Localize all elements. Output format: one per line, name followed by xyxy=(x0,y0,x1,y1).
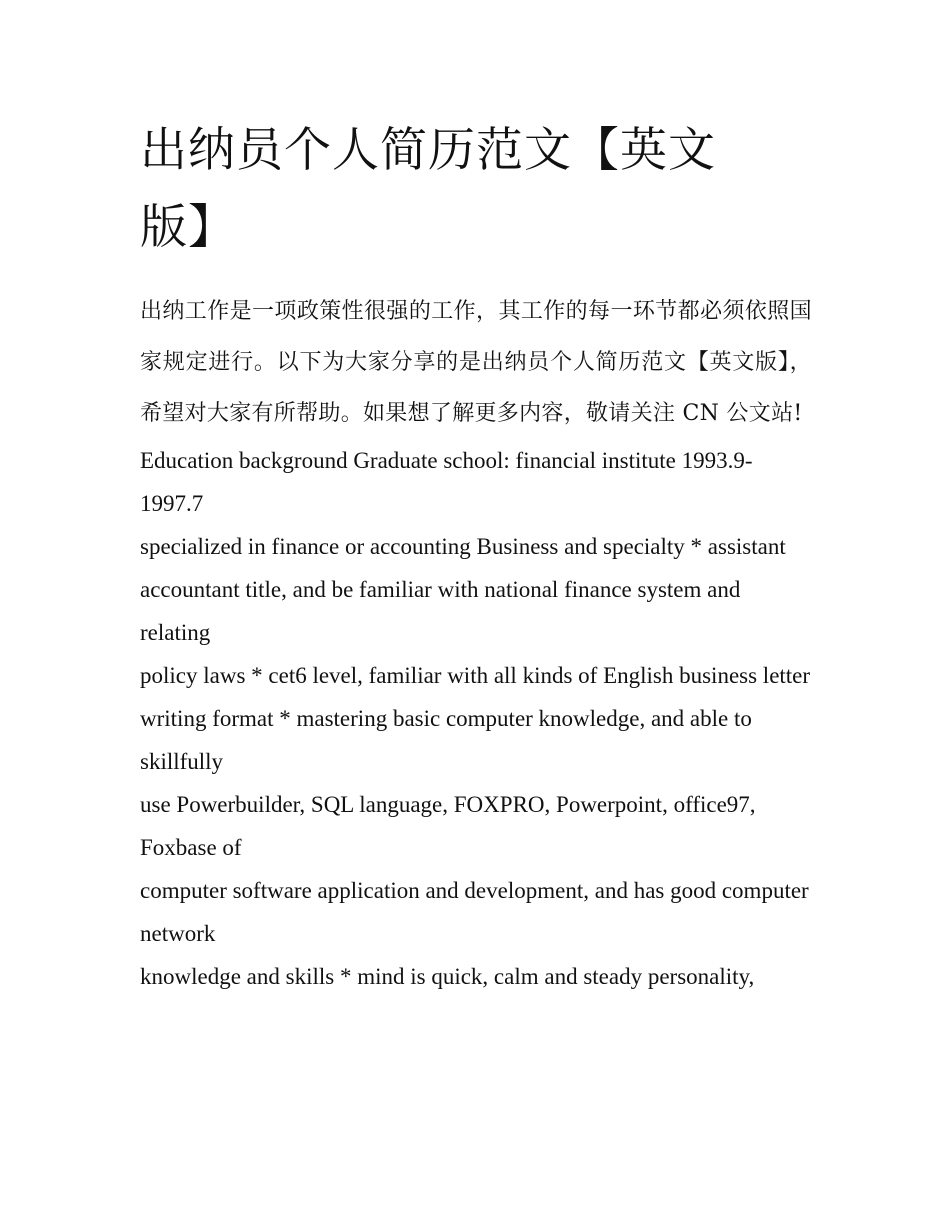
body-line: Education background Graduate school: financial institute 1993.9-1997.7 xyxy=(140,448,753,516)
resume-body xyxy=(140,439,812,998)
document-page xyxy=(140,112,812,998)
body-line: writing format * mastering basic computer knowledge, and able to skillfully xyxy=(140,706,752,774)
body-line: specialized in finance or accounting Business and specialty * assistant xyxy=(140,534,786,559)
body-line: knowledge and skills * mind is quick, calm and steady personality, xyxy=(140,964,755,989)
body-line: policy laws * cet6 level, familiar with all kinds of English business letter xyxy=(140,663,811,688)
body-line: computer software application and development, and has good computer network xyxy=(140,878,809,946)
body-line: accountant title, and be familiar with national finance system and relating xyxy=(140,577,741,645)
document-title: 出纳员个人简历范文【英文版】 xyxy=(140,123,716,255)
intro-paragraph: 出纳工作是一项政策性很强的工作，其工作的每一环节都必须依照国家规定进行。以下为大家分享的是出纳员个人简历范文【英文版】，希望对大家有所帮助。如果想了解更多内容，敬请关注 CN 公文站! xyxy=(140,299,812,426)
body-line: use Powerbuilder, SQL language, FOXPRO, Powerpoint, office97, Foxbase of xyxy=(140,792,756,860)
